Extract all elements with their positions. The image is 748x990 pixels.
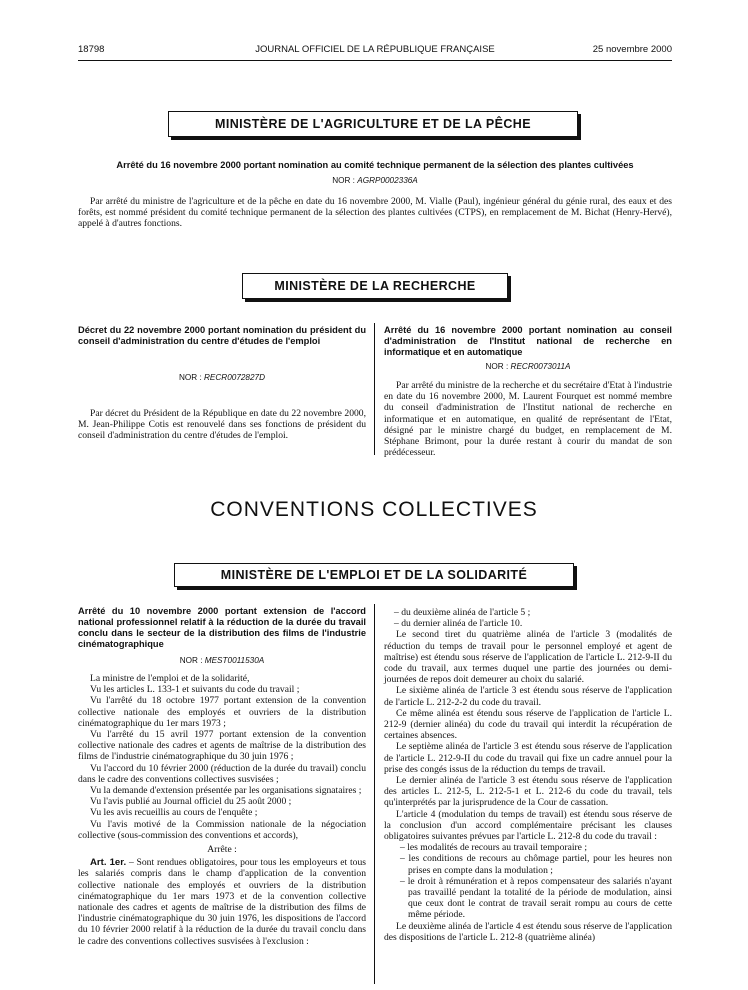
journal-title: JOURNAL OFFICIEL DE LA RÉPUBLIQUE FRANÇAISE bbox=[255, 44, 495, 55]
decree-title-agriculture: Arrêté du 16 novembre 2000 portant nomination au comité technique permanent de la sélection des plantes cultivées bbox=[116, 160, 634, 170]
decree-title-employment: Arrêté du 10 novembre 2000 portant extension de l'accord national professionnel relatif à la réduction de la durée du travail conclu dans le secteur de la distribution des films de l'industrie cinématographique bbox=[78, 606, 366, 649]
list-item: – le droit à rémunération et à repos compensateur des salariés n'ayant pas travaillé pendant la totalité de la période de modulation, ainsi que ceux dont le contrat de travail serait rompu au cours de cette même période. bbox=[400, 875, 672, 921]
paragraph: Vu les articles L. 133-1 et suivants du code du travail ; bbox=[90, 684, 300, 696]
paragraph: Ce même alinéa est étendu sous réserve de l'application de l'article L. 212-9 (dernier alinéa) du code du travail qui interdit la récupération de certaines absences. bbox=[384, 707, 672, 742]
paragraph: La ministre de l'emploi et de la solidarité, bbox=[90, 673, 250, 684]
ministry-heading-research: MINISTÈRE DE LA RECHERCHE bbox=[242, 273, 508, 299]
ministry-heading-agriculture: MINISTÈRE DE L'AGRICULTURE ET DE LA PÊCHE bbox=[168, 111, 578, 137]
nor-label: NOR : bbox=[332, 176, 355, 185]
article-1-label: Art. 1er. bbox=[90, 857, 127, 869]
list-item: – les modalités de recours au travail temporaire ; bbox=[400, 842, 588, 854]
paragraph: Vu l'arrêté du 18 octobre 1977 portant extension de la convention collective nationale des employés et ouvriers de la distribution cinématographique du 1er mars 1973 ; bbox=[78, 695, 366, 729]
nor-code: RECR0072827D bbox=[204, 373, 266, 382]
paragraph: Vu l'avis publié au Journal officiel du 25 août 2000 ; bbox=[90, 796, 292, 808]
decree-title-research-left: Décret du 22 novembre 2000 portant nomination du président du conseil d'administration du centre d'études de l'emploi bbox=[78, 325, 366, 346]
list-item: – du deuxième alinéa de l'article 5 ; bbox=[394, 607, 531, 618]
decree-body-agriculture bbox=[78, 196, 672, 230]
paragraph: Par arrêté du ministre de la recherche et du secrétaire d'Etat à l'industrie en date du 16 novembre 2000, M. Laurent Fourquet est nommé membre du conseil d'administration de l'Institut national de recherche en informatique et en automatique, en qualité de représentant de l'Etat, désigné par le ministre chargé du budget, en remplacement de M. Stéphane Brimont, pour la durée restant à courir du mandat de son prédécesseur. bbox=[384, 380, 672, 459]
article-1 bbox=[78, 857, 366, 947]
paragraph: Par arrêté du ministre de l'agriculture et de la pêche en date du 16 novembre 2000, M. Vialle (Paul), ingénieur général du génie rural, des eaux et des forêts, est nommé président du comité technique permanent de la sélection des plantes cultivées (CTPS), en remplacement de M. Bichat (Henry-Hervé), appelé à d'autres fonctions. bbox=[78, 196, 672, 230]
nor-code: RECR0073011A bbox=[510, 362, 571, 371]
decree-title-research-right: Arrêté du 16 novembre 2000 portant nomination au conseil d'administration de l'Institut national de recherche en informatique et en automatique bbox=[384, 325, 672, 357]
nor-reference-research-left bbox=[78, 373, 366, 382]
list-item: – les conditions de recours au chômage partiel, pour les heures non prises en compte dans la modulation ; bbox=[400, 853, 672, 876]
decree-body-research-left bbox=[78, 408, 366, 442]
paragraph: Par décret du Président de la République en date du 22 novembre 2000, M. Jean-Philippe Cotis est renouvelé dans ses fonctions de président du conseil d'administration du centre d'études de l'emploi. bbox=[78, 408, 366, 442]
list-item: – du dernier alinéa de l'article 10. bbox=[394, 618, 523, 630]
column-divider bbox=[374, 604, 375, 984]
paragraph: Le dernier alinéa de l'article 3 est étendu sous réserve de l'application des articles L. 212-5, L. 212-5-1 et L. 212-6 du code du travail, tels qu'interprétés par la jurisprudence de la Cour de cassation. bbox=[384, 775, 672, 809]
page-number: 18798 bbox=[78, 44, 105, 55]
decree-body-employment-right bbox=[384, 607, 672, 943]
nor-label: NOR : bbox=[485, 362, 509, 371]
paragraph: L'article 4 (modulation du temps de travail) est étendu sous réserve de la conclusion d'un accord complémentaire précisant les clauses obligatoires suivantes prévues par l'article L. 212-8 du code du travail : bbox=[384, 808, 672, 843]
arrete-label: Arrête : bbox=[207, 844, 237, 856]
nor-reference-research-right bbox=[384, 362, 672, 371]
paragraph: Vu la demande d'extension présentée par les organisations signataires ; bbox=[90, 785, 362, 797]
decree-body-research-right bbox=[384, 380, 672, 458]
section-heading-conventions: CONVENTIONS COLLECTIVES bbox=[210, 498, 538, 521]
header-rule bbox=[78, 60, 672, 61]
paragraph: Le septième alinéa de l'article 3 est étendu sous réserve de l'application de l'article L. 212-9-II du code du travail qui fixe un cadre annuel pour la prise des congés issus de la réduction du temps de travail. bbox=[384, 741, 672, 775]
nor-reference-employment bbox=[78, 656, 366, 665]
nor-code: MEST0011530A bbox=[204, 656, 265, 665]
paragraph: Vu l'avis motivé de la Commission nationale de la négociation collective (sous-commission des conventions et accords), bbox=[78, 818, 366, 841]
paragraph: Vu les avis recueillis au cours de l'enquête ; bbox=[90, 807, 258, 819]
paragraph: Le sixième alinéa de l'article 3 est étendu sous réserve de l'application de l'article L. 212-2-2 du code du travail. bbox=[384, 685, 672, 708]
paragraph: Vu l'arrêté du 15 avril 1977 portant extension de la convention collective nationale des cadres et agents de maîtrise de la distribution des films de l'industrie cinématographique du 30 juin 1976 ; bbox=[78, 729, 366, 763]
paragraph: Vu l'accord du 10 février 2000 (réduction de la durée du travail) conclu dans le cadre des conventions collectives susvisées ; bbox=[78, 762, 366, 785]
running-header bbox=[78, 44, 672, 58]
paragraph: Le second tiret du quatrième alinéa de l'article 3 (modalités de réduction du temps de travail pour le personnel employé et agent de maîtrise) est étendu sous réserve de l'application de l'article L. 212-9-II du code du travail, aux termes duquel une partie des journées ou demi-journées de repos doit demeurer au choix du salarié. bbox=[384, 629, 672, 686]
column-divider bbox=[374, 323, 375, 455]
nor-label: NOR : bbox=[179, 656, 203, 665]
nor-reference-agriculture bbox=[78, 176, 672, 185]
ministry-heading-employment: MINISTÈRE DE L'EMPLOI ET DE LA SOLIDARITÉ bbox=[174, 563, 574, 587]
decree-body-employment-left bbox=[78, 673, 366, 947]
article-1-text: – Sont rendues obligatoires, pour tous les employeurs et tous les salariés compris dans le champ d'application de la convention collective nationale des employés et ouvriers de la distribution cinématographique du 1er mars 1973 et de la convention collective nationale des cadres et agents de maîtrise de la distribution des films de l'industrie cinématographique du 30 juin 1976, les dispositions de l'accord du 10 février 2000 relatif à la réduction de la durée du travail conclu dans le cadre des conventions collectives susvisées à l'exclusion : bbox=[78, 857, 366, 947]
nor-code: AGRP0002336A bbox=[357, 176, 418, 185]
nor-label: NOR : bbox=[178, 373, 202, 382]
issue-date: 25 novembre 2000 bbox=[592, 44, 672, 55]
paragraph: Le deuxième alinéa de l'article 4 est étendu sous réserve de l'application des dispositions de l'article L. 212-8 (quatrième alinéa) bbox=[384, 920, 672, 943]
